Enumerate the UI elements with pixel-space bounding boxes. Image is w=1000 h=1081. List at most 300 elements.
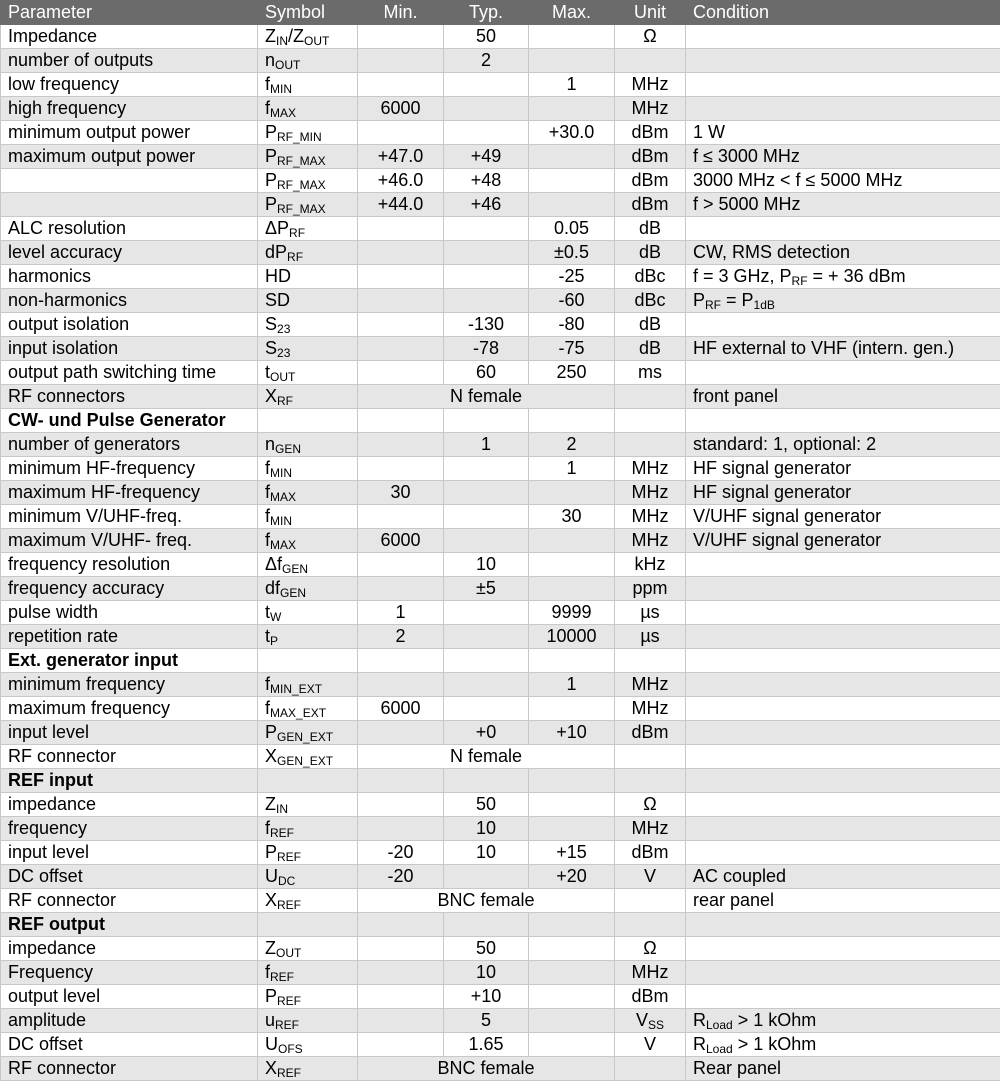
min-cell xyxy=(358,265,444,289)
condition-cell xyxy=(686,433,1000,457)
unit-cell xyxy=(615,145,686,169)
condition-cell xyxy=(686,169,1000,193)
table-row xyxy=(1,49,1000,73)
condition-cell xyxy=(686,721,1000,745)
condition-cell xyxy=(686,865,1000,889)
symbol-subscript: RF xyxy=(289,226,305,240)
unit-cell xyxy=(615,457,686,481)
unit-text: µs xyxy=(640,602,659,622)
unit-cell xyxy=(615,505,686,529)
symbol-text: f xyxy=(265,674,270,694)
unit-cell xyxy=(615,289,686,313)
min-cell: 30 xyxy=(358,481,444,505)
typ-cell xyxy=(444,697,529,721)
parameter-cell xyxy=(1,169,258,193)
parameter-cell: minimum HF-frequency xyxy=(1,457,258,481)
parameter-cell: amplitude xyxy=(1,1009,258,1033)
condition-cell xyxy=(686,1009,1000,1033)
condition-text: f ≤ 3000 MHz xyxy=(693,146,800,166)
condition-cell xyxy=(686,1033,1000,1057)
typ-cell xyxy=(444,673,529,697)
typ-cell: 10 xyxy=(444,961,529,985)
symbol-text: f xyxy=(265,74,270,94)
symbol-subscript: P xyxy=(270,634,278,648)
empty-cell xyxy=(529,769,615,793)
unit-text: dBm xyxy=(631,842,668,862)
table-row xyxy=(1,25,1000,49)
empty-cell xyxy=(686,769,1000,793)
symbol-text: X xyxy=(265,386,277,406)
condition-cell xyxy=(686,481,1000,505)
unit-text: MHz xyxy=(632,530,669,550)
symbol-cell xyxy=(258,25,358,49)
table-row xyxy=(1,169,1000,193)
table-row xyxy=(1,217,1000,241)
typ-cell: +48 xyxy=(444,169,529,193)
typ-cell: 10 xyxy=(444,553,529,577)
empty-cell xyxy=(358,409,444,433)
condition-text: standard: 1, optional: 2 xyxy=(693,434,876,454)
unit-cell xyxy=(615,97,686,121)
condition-cell xyxy=(686,529,1000,553)
symbol-subscript: MIN_EXT xyxy=(270,682,322,696)
symbol-text: P xyxy=(265,122,277,142)
unit-text: dB xyxy=(639,242,661,262)
condition-cell xyxy=(686,577,1000,601)
unit-cell xyxy=(615,25,686,49)
table-row xyxy=(1,433,1000,457)
symbol-text: X xyxy=(265,1058,277,1078)
max-cell xyxy=(529,49,615,73)
symbol-subscript: 23 xyxy=(277,322,290,336)
min-cell xyxy=(358,337,444,361)
symbol-text: f xyxy=(265,698,270,718)
unit-text: dBm xyxy=(631,146,668,166)
empty-cell xyxy=(615,649,686,673)
symbol-cell xyxy=(258,937,358,961)
empty-cell xyxy=(529,649,615,673)
unit-cell xyxy=(615,265,686,289)
min-cell xyxy=(358,25,444,49)
unit-cell xyxy=(615,841,686,865)
table-row xyxy=(1,145,1000,169)
typ-cell xyxy=(444,601,529,625)
symbol-cell xyxy=(258,625,358,649)
symbol-text: f xyxy=(265,506,270,526)
parameter-cell: RF connector xyxy=(1,745,258,769)
typ-cell: +46 xyxy=(444,193,529,217)
typ-cell xyxy=(444,241,529,265)
unit-text: µs xyxy=(640,626,659,646)
max-cell xyxy=(529,25,615,49)
min-cell: +44.0 xyxy=(358,193,444,217)
condition-cell xyxy=(686,385,1000,409)
condition-subscript-2: 1dB xyxy=(754,298,775,312)
unit-cell xyxy=(615,721,686,745)
unit-text: MHz xyxy=(632,698,669,718)
symbol-text: P xyxy=(265,194,277,214)
unit-text: Ω xyxy=(643,938,656,958)
typ-cell: +10 xyxy=(444,985,529,1009)
max-cell xyxy=(529,985,615,1009)
parameter-cell: level accuracy xyxy=(1,241,258,265)
empty-cell xyxy=(686,649,1000,673)
symbol-text: f xyxy=(265,530,270,550)
parameter-cell: frequency resolution xyxy=(1,553,258,577)
min-cell xyxy=(358,577,444,601)
condition-cell xyxy=(686,49,1000,73)
condition-text: V/UHF signal generator xyxy=(693,506,881,526)
unit-text: dBm xyxy=(631,194,668,214)
symbol-subscript: GEN_EXT xyxy=(277,754,333,768)
symbol-cell xyxy=(258,97,358,121)
max-cell xyxy=(529,697,615,721)
condition-cell xyxy=(686,553,1000,577)
min-cell xyxy=(358,1033,444,1057)
unit-text: Ω xyxy=(643,794,656,814)
symbol-subscript: DC xyxy=(278,874,295,888)
table-row xyxy=(1,1009,1000,1033)
symbol-subscript: GEN xyxy=(280,586,306,600)
min-cell: +47.0 xyxy=(358,145,444,169)
condition-text: R xyxy=(693,1010,706,1030)
header-min: Min. xyxy=(358,1,444,25)
min-cell: -20 xyxy=(358,841,444,865)
symbol-text: f xyxy=(265,458,270,478)
condition-cell xyxy=(686,193,1000,217)
symbol-subscript: GEN_EXT xyxy=(277,730,333,744)
symbol-cell xyxy=(258,985,358,1009)
condition-cell xyxy=(686,841,1000,865)
unit-text: dBc xyxy=(634,290,665,310)
empty-cell xyxy=(358,913,444,937)
header-symbol: Symbol xyxy=(258,1,358,25)
symbol-text: U xyxy=(265,866,278,886)
symbol-cell xyxy=(258,721,358,745)
symbol-subscript: MIN xyxy=(270,82,292,96)
condition-cell xyxy=(686,817,1000,841)
symbol-text: n xyxy=(265,50,275,70)
symbol-cell xyxy=(258,145,358,169)
typ-cell: 50 xyxy=(444,25,529,49)
parameter-cell: number of generators xyxy=(1,433,258,457)
symbol-subscript: RF_MAX xyxy=(277,154,326,168)
empty-cell xyxy=(444,649,529,673)
symbol-cell xyxy=(258,169,358,193)
unit-text: dB xyxy=(639,338,661,358)
symbol-subscript: RF_MIN xyxy=(277,130,322,144)
condition-subscript: Load xyxy=(706,1018,733,1032)
condition-cell xyxy=(686,793,1000,817)
section-title: REF input xyxy=(1,769,258,793)
parameter-cell: input level xyxy=(1,721,258,745)
empty-cell xyxy=(529,409,615,433)
condition-text: f > 5000 MHz xyxy=(693,194,801,214)
typ-cell xyxy=(444,529,529,553)
header-parameter: Parameter xyxy=(1,1,258,25)
unit-text: MHz xyxy=(632,482,669,502)
symbol-text: f xyxy=(265,98,270,118)
typ-cell xyxy=(444,121,529,145)
min-cell xyxy=(358,673,444,697)
symbol-subscript: GEN xyxy=(275,442,301,456)
unit-cell xyxy=(615,73,686,97)
condition-cell xyxy=(686,457,1000,481)
unit-cell xyxy=(615,217,686,241)
unit-text: V xyxy=(644,1034,656,1054)
typ-cell xyxy=(444,217,529,241)
unit-cell xyxy=(615,577,686,601)
max-cell: 1 xyxy=(529,73,615,97)
max-cell: +15 xyxy=(529,841,615,865)
min-cell xyxy=(358,217,444,241)
max-cell xyxy=(529,1033,615,1057)
max-cell xyxy=(529,145,615,169)
min-cell: 6000 xyxy=(358,97,444,121)
section-row xyxy=(1,769,1000,793)
max-cell xyxy=(529,961,615,985)
condition-cell xyxy=(686,745,1000,769)
max-cell: -75 xyxy=(529,337,615,361)
table-row xyxy=(1,337,1000,361)
symbol-subscript: MAX xyxy=(270,538,296,552)
symbol-text: t xyxy=(265,362,270,382)
max-cell: -25 xyxy=(529,265,615,289)
unit-cell xyxy=(615,481,686,505)
condition-text: 1 W xyxy=(693,122,725,142)
symbol-cell xyxy=(258,961,358,985)
unit-cell xyxy=(615,433,686,457)
table-row xyxy=(1,193,1000,217)
max-cell: 1 xyxy=(529,457,615,481)
condition-text: HF signal generator xyxy=(693,482,851,502)
table-row xyxy=(1,385,1000,409)
condition-subscript: Load xyxy=(706,1042,733,1056)
unit-cell xyxy=(615,937,686,961)
symbol-subscript: OUT xyxy=(276,946,301,960)
symbol-cell xyxy=(258,889,358,913)
symbol-cell xyxy=(258,817,358,841)
symbol-text: n xyxy=(265,434,275,454)
symbol-text: Z xyxy=(265,938,276,958)
unit-cell xyxy=(615,673,686,697)
symbol-cell xyxy=(258,673,358,697)
max-cell: 0.05 xyxy=(529,217,615,241)
unit-text: MHz xyxy=(632,74,669,94)
symbol-cell xyxy=(258,193,358,217)
unit-text: MHz xyxy=(632,458,669,478)
max-cell: 30 xyxy=(529,505,615,529)
header-condition: Condition xyxy=(686,1,1000,25)
max-cell: 1 xyxy=(529,673,615,697)
parameter-cell: non-harmonics xyxy=(1,289,258,313)
section-title: CW- und Pulse Generator xyxy=(1,409,258,433)
table-row xyxy=(1,601,1000,625)
table-row xyxy=(1,841,1000,865)
max-cell: 2 xyxy=(529,433,615,457)
unit-text: dBc xyxy=(634,266,665,286)
symbol-text: P xyxy=(265,146,277,166)
symbol-text: df xyxy=(265,578,280,598)
min-cell: -20 xyxy=(358,865,444,889)
empty-cell xyxy=(686,913,1000,937)
condition-text-2: = P xyxy=(721,290,754,310)
max-cell xyxy=(529,793,615,817)
condition-text: rear panel xyxy=(693,890,774,910)
typ-cell: N female xyxy=(358,745,615,769)
symbol-subscript: REF xyxy=(270,826,294,840)
condition-text: V/UHF signal generator xyxy=(693,530,881,550)
condition-subscript: RF xyxy=(792,274,808,288)
condition-subscript: RF xyxy=(705,298,721,312)
symbol-cell xyxy=(258,865,358,889)
typ-cell: 60 xyxy=(444,361,529,385)
typ-cell: 10 xyxy=(444,841,529,865)
symbol-cell xyxy=(258,577,358,601)
symbol-subscript-2: OUT xyxy=(304,34,329,48)
table-row xyxy=(1,289,1000,313)
condition-cell xyxy=(686,217,1000,241)
symbol-cell xyxy=(258,217,358,241)
condition-cell xyxy=(686,25,1000,49)
table-row xyxy=(1,265,1000,289)
symbol-subscript: MIN xyxy=(270,514,292,528)
empty-cell xyxy=(444,409,529,433)
parameter-cell: high frequency xyxy=(1,97,258,121)
max-cell xyxy=(529,1009,615,1033)
parameter-cell: input level xyxy=(1,841,258,865)
max-cell xyxy=(529,97,615,121)
symbol-cell xyxy=(258,49,358,73)
parameter-cell: pulse width xyxy=(1,601,258,625)
max-cell xyxy=(529,553,615,577)
typ-cell: +49 xyxy=(444,145,529,169)
typ-cell xyxy=(444,625,529,649)
table-row xyxy=(1,577,1000,601)
unit-cell xyxy=(615,985,686,1009)
condition-text: Rear panel xyxy=(693,1058,781,1078)
table-row xyxy=(1,1033,1000,1057)
typ-cell: ±5 xyxy=(444,577,529,601)
empty-cell xyxy=(358,769,444,793)
min-cell xyxy=(358,817,444,841)
empty-cell xyxy=(258,649,358,673)
symbol-text: X xyxy=(265,890,277,910)
parameter-cell: DC offset xyxy=(1,1033,258,1057)
symbol-cell xyxy=(258,697,358,721)
symbol-subscript: RF_MAX xyxy=(277,178,326,192)
unit-cell xyxy=(615,1033,686,1057)
symbol-subscript: REF xyxy=(277,850,301,864)
parameter-cell: repetition rate xyxy=(1,625,258,649)
typ-cell: +0 xyxy=(444,721,529,745)
table-row xyxy=(1,673,1000,697)
unit-cell xyxy=(615,337,686,361)
symbol-cell xyxy=(258,265,358,289)
parameter-cell: output isolation xyxy=(1,313,258,337)
symbol-cell xyxy=(258,601,358,625)
symbol-text-2: /Z xyxy=(288,26,304,46)
condition-cell xyxy=(686,961,1000,985)
unit-subscript: SS xyxy=(648,1018,664,1032)
typ-cell: BNC female xyxy=(358,1057,615,1081)
parameter-cell: impedance xyxy=(1,793,258,817)
unit-text: ppm xyxy=(632,578,667,598)
condition-text: CW, RMS detection xyxy=(693,242,850,262)
condition-text: R xyxy=(693,1034,706,1054)
typ-cell: 10 xyxy=(444,817,529,841)
unit-cell xyxy=(615,793,686,817)
table-row xyxy=(1,961,1000,985)
symbol-text: f xyxy=(265,818,270,838)
table-body xyxy=(1,25,1000,1081)
condition-text-2: > 1 kOhm xyxy=(733,1034,817,1054)
parameter-cell: RF connector xyxy=(1,889,258,913)
parameter-cell: frequency xyxy=(1,817,258,841)
unit-text: dBm xyxy=(631,122,668,142)
symbol-subscript: RF_MAX xyxy=(277,202,326,216)
typ-cell: 2 xyxy=(444,49,529,73)
condition-cell xyxy=(686,121,1000,145)
symbol-cell xyxy=(258,1033,358,1057)
symbol-text: P xyxy=(265,722,277,742)
empty-cell xyxy=(615,409,686,433)
parameter-cell: output path switching time xyxy=(1,361,258,385)
max-cell xyxy=(529,529,615,553)
symbol-subscript: OUT xyxy=(270,370,295,384)
unit-cell xyxy=(615,625,686,649)
empty-cell xyxy=(529,913,615,937)
symbol-subscript: MAX xyxy=(270,490,296,504)
unit-cell xyxy=(615,385,686,409)
condition-cell xyxy=(686,289,1000,313)
typ-cell xyxy=(444,265,529,289)
unit-cell xyxy=(615,1009,686,1033)
min-cell xyxy=(358,553,444,577)
symbol-cell xyxy=(258,529,358,553)
unit-cell xyxy=(615,361,686,385)
unit-text: ms xyxy=(638,362,662,382)
condition-cell xyxy=(686,97,1000,121)
max-cell xyxy=(529,481,615,505)
condition-text: 3000 MHz < f ≤ 5000 MHz xyxy=(693,170,902,190)
min-cell xyxy=(358,985,444,1009)
condition-cell xyxy=(686,625,1000,649)
symbol-text: dP xyxy=(265,242,287,262)
symbol-subscript: 23 xyxy=(277,346,290,360)
min-cell: 6000 xyxy=(358,697,444,721)
parameter-cell: output level xyxy=(1,985,258,1009)
symbol-subscript: GEN xyxy=(282,562,308,576)
parameter-cell: RF connectors xyxy=(1,385,258,409)
table-row xyxy=(1,697,1000,721)
symbol-text: ΔP xyxy=(265,218,289,238)
unit-cell xyxy=(615,313,686,337)
table-row xyxy=(1,937,1000,961)
min-cell xyxy=(358,121,444,145)
condition-text: AC coupled xyxy=(693,866,786,886)
symbol-text: Z xyxy=(265,794,276,814)
parameter-cell: minimum frequency xyxy=(1,673,258,697)
condition-text: f = 3 GHz, P xyxy=(693,266,792,286)
unit-text: dBm xyxy=(631,170,668,190)
symbol-text: t xyxy=(265,626,270,646)
unit-text: MHz xyxy=(632,962,669,982)
unit-text: kHz xyxy=(635,554,666,574)
unit-text: V xyxy=(644,866,656,886)
symbol-cell xyxy=(258,481,358,505)
min-cell xyxy=(358,361,444,385)
